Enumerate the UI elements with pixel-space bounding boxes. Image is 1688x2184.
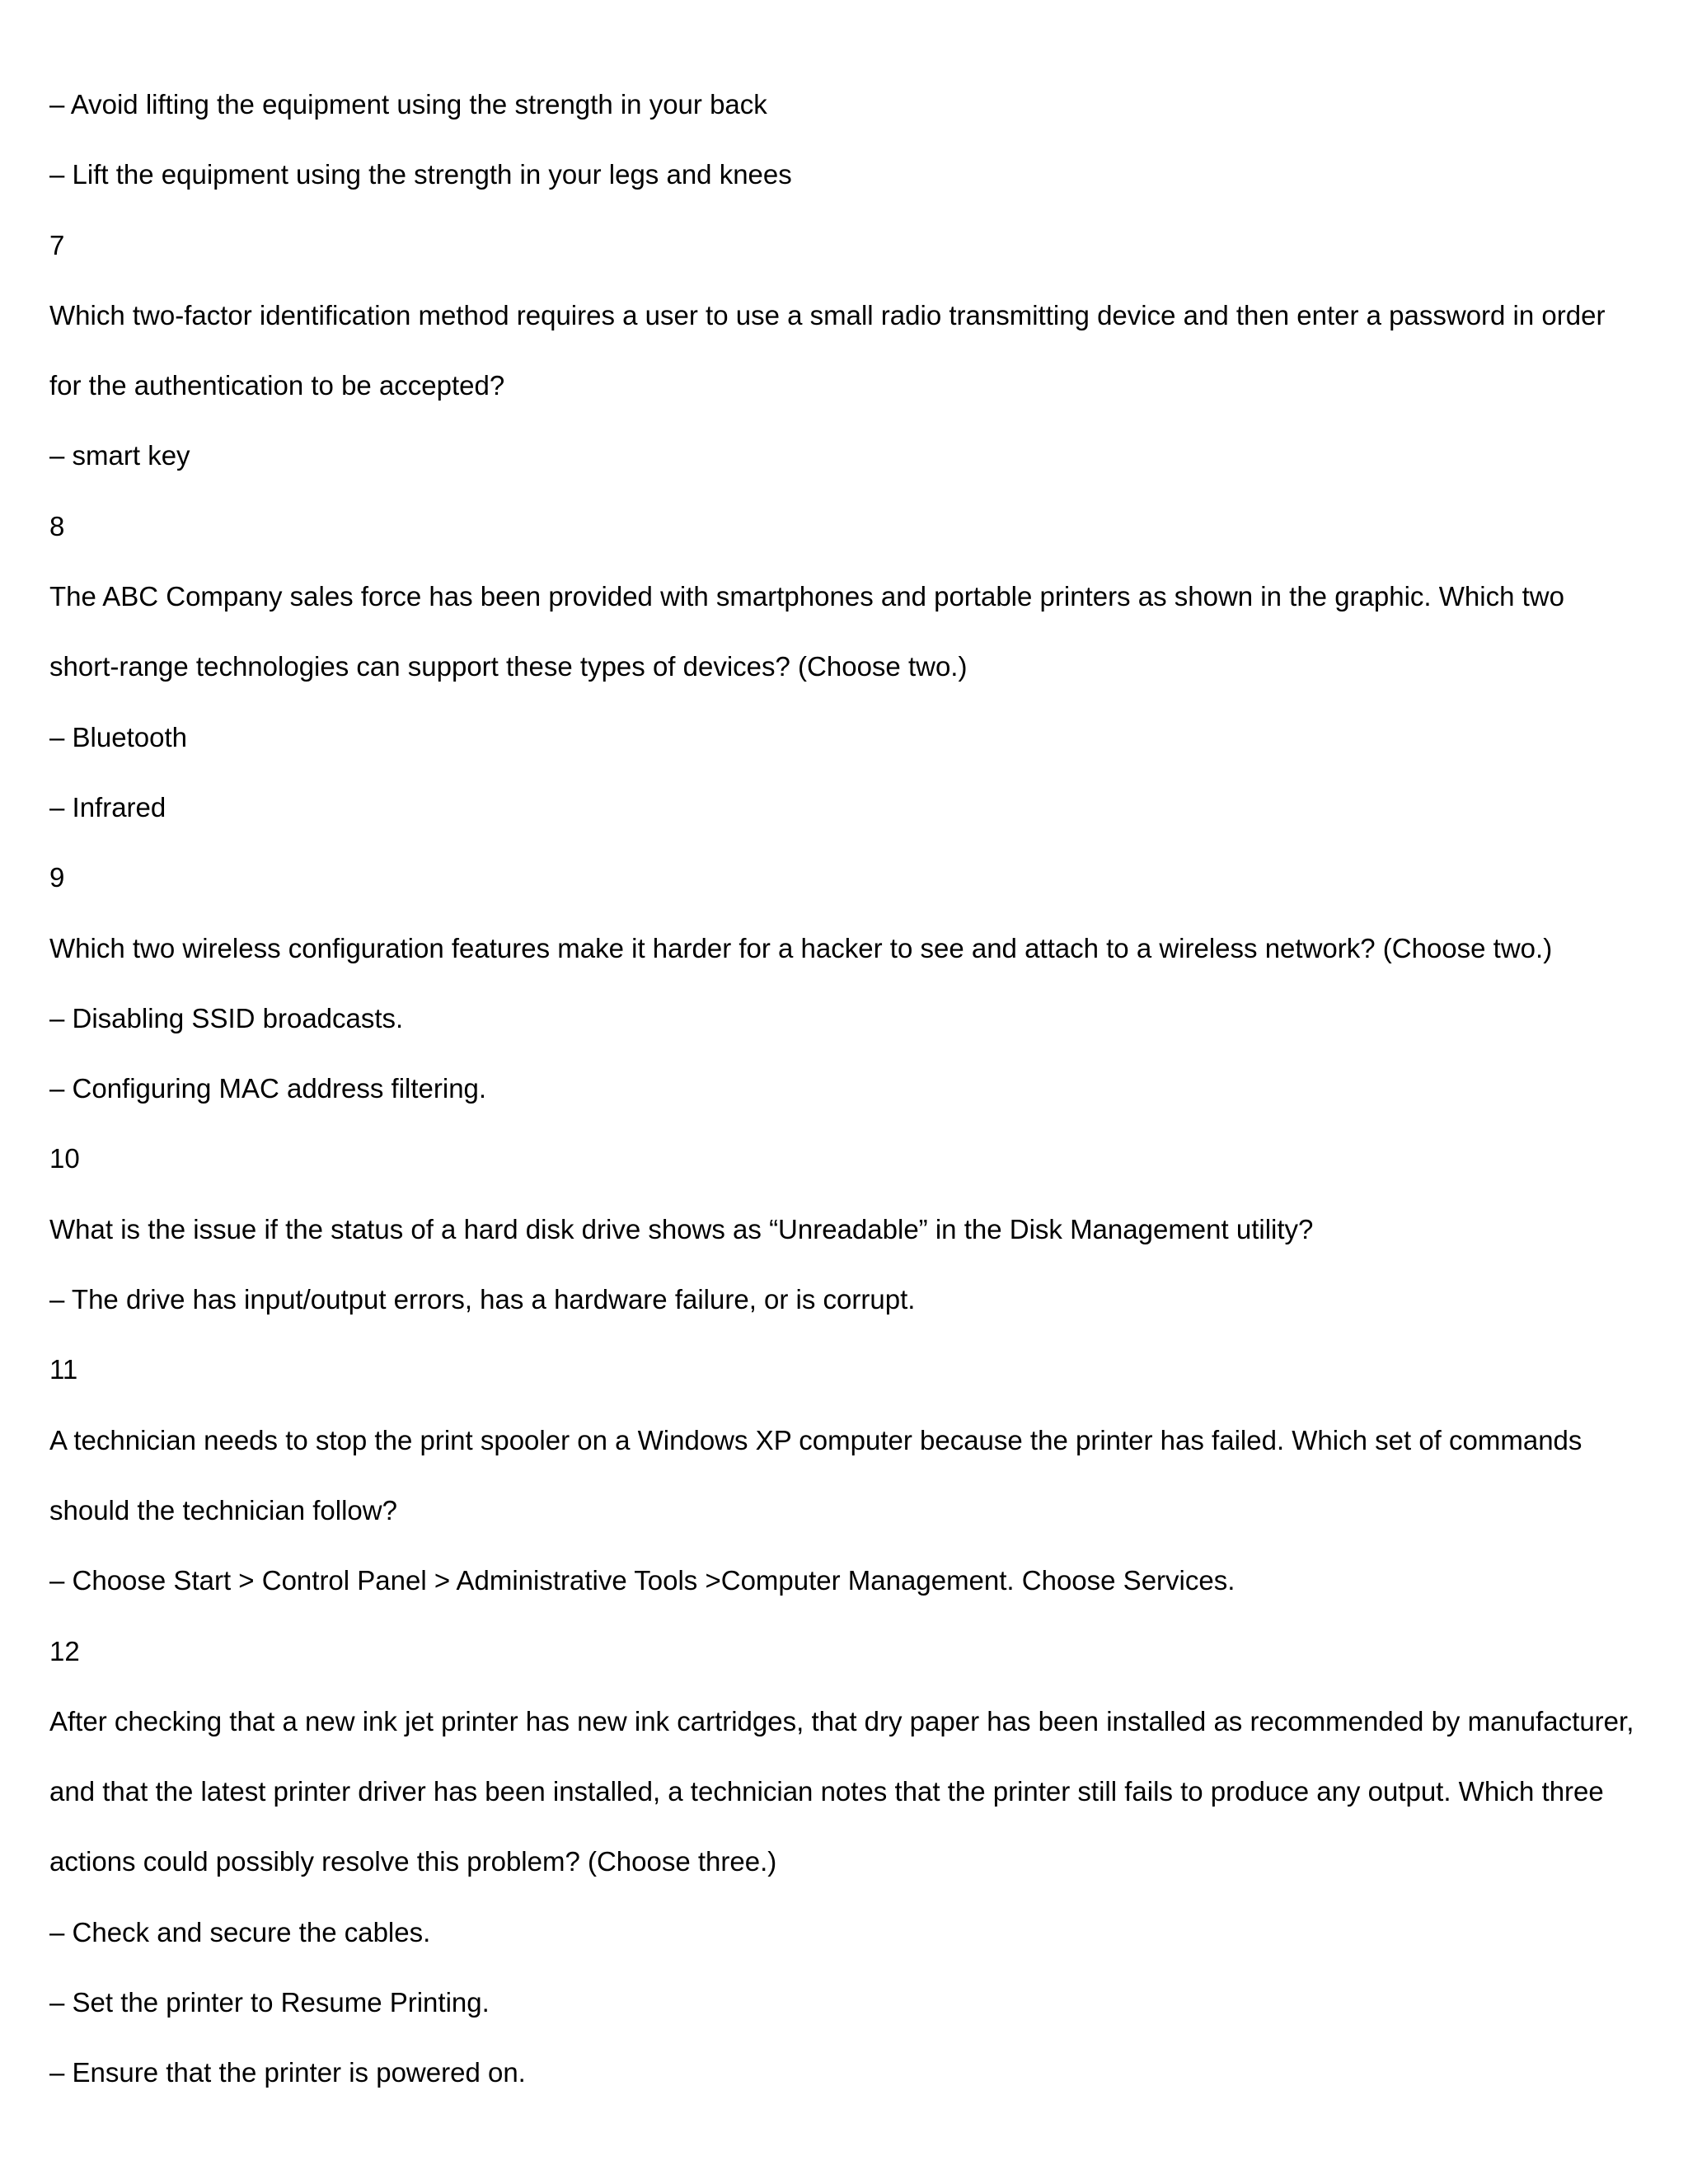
question-number: 10 [49,1143,80,1174]
question-number: 11 [49,1354,78,1385]
document-body [49,82,1665,2121]
answer-line: – The drive has input/output errors, has a hardware failure, or is corrupt. [49,1284,916,1315]
question-number: 9 [49,862,65,893]
answer-line: – Avoid lifting the equipment using the strength in your back [49,89,767,120]
question-text: A technician needs to stop the print spooler on a Windows XP computer because the printer has failed. Which set of commands [49,1424,1582,1455]
answer-line: – Lift the equipment using the strength in your legs and knees [49,159,792,190]
question-number: 8 [49,510,65,541]
answer-line: – Ensure that the printer is powered on. [49,2057,526,2088]
answer-line: – Bluetooth [49,721,187,752]
question-number: 7 [49,229,65,260]
question-text: actions could possibly resolve this problem? (Choose three.) [49,1846,777,1877]
question-text: and that the latest printer driver has been installed, a technician notes that the printer still fails to produce any output. Which three [49,1776,1604,1807]
answer-line: – Infrared [49,791,166,823]
answer-line: – Configuring MAC address filtering. [49,1073,487,1104]
question-text: for the authentication to be accepted? [49,370,505,401]
question-text: Which two wireless configuration features make it harder for a hacker to see and attach to a wireless network? (Choose two.) [49,932,1553,963]
question-text: short-range technologies can support these types of devices? (Choose two.) [49,651,968,682]
question-text: Which two-factor identification method requires a user to use a small radio transmitting device and then enter a password in order [49,299,1606,330]
question-text: After checking that a new ink jet printer has new ink cartridges, that dry paper has been installed as recommended by manufacturer, [49,1705,1634,1736]
question-number: 12 [49,1635,80,1666]
answer-line: – Disabling SSID broadcasts. [49,1002,404,1033]
answer-line: – Check and secure the cables. [49,1916,431,1947]
question-text: What is the issue if the status of a hard disk drive shows as “Unreadable” in the Disk Management utility? [49,1213,1314,1244]
answer-line: – Set the printer to Resume Printing. [49,1987,490,2018]
question-text: should the technician follow? [49,1494,397,1526]
answer-line: – smart key [49,440,190,471]
answer-line: – Choose Start > Control Panel > Administrative Tools >Computer Management. Choose Services. [49,1565,1236,1596]
question-text: The ABC Company sales force has been provided with smartphones and portable printers as shown in the graphic. Which two [49,581,1564,612]
